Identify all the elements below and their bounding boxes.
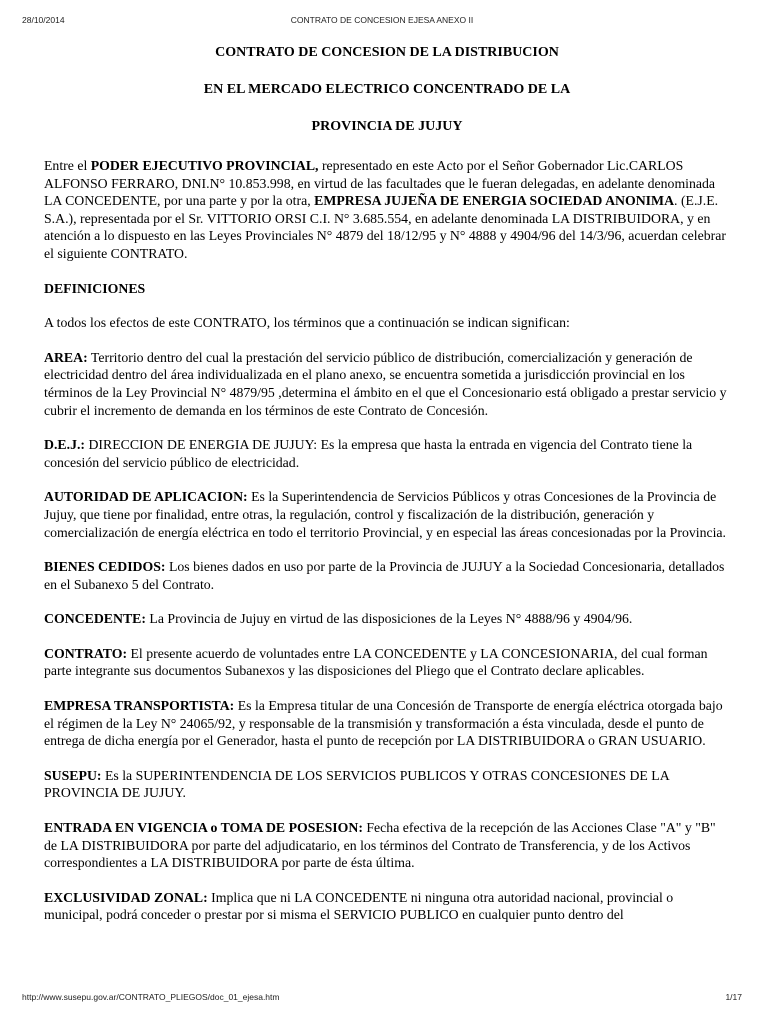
definition-exclusividad-zonal: EXCLUSIVIDAD ZONAL: Implica que ni LA CONCEDENTE ni ninguna otra autoridad nacional, provincial o municipal, podrá conceder o prestar por si misma el SERVICIO PUBLICO en cualquier punto dentro del [44, 889, 674, 923]
title-line-2: EN EL MERCADO ELECTRICO CONCENTRADO DE LA [203, 82, 571, 97]
definitions-heading: DEFINICIONES [44, 280, 146, 296]
definition-concedente: CONCEDENTE: La Provincia de Jujuy en virtud de las disposiciones de la Leyes N° 4888/96 y 4904/96. [44, 611, 633, 627]
intro-paragraph: Entre el PODER EJECUTIVO PROVINCIAL, representado en este Acto por el Señor Gobernador Lic.CARLOS ALFONSO FERRARO, DNI.N° 10.853.998, en virtud de las facultades que le fueran delegadas, en adelante denominada LA CONCEDENTE, por una parte y por la otra, EMPRESA JUJEÑA DE ENERGIA SOCIEDAD ANONIMA. (E.J.E. S.A.), representada por el Sr. VITTORIO ORSI C.I. N° 3.685.554, en adelante denominada LA DISTRIBUIDORA, y en atención a lo dispuesto en las Leyes Provinciales N° 4879 del 18/12/95 y N° 4888 y 4904/96 del 14/3/96, acuerdan celebrar el siguiente CONTRATO. [44, 158, 726, 261]
print-footer [22, 992, 742, 1004]
definition-area: AREA: Territorio dentro del cual la prestación del servicio público de distribución, comercialización y generación de electricidad dentro del área individualizada en el plano anexo, se encuentra sometida a jurisdicción provincial en los términos de la Ley Provincial N° 4879/95 ,determina el ámbito en el que el Concesionario está obligado a prestar servicio y cubrir el incremento de demanda en los términos de este Contrato de Concesión. [44, 349, 727, 418]
definition-entrada-en-vigencia: ENTRADA EN VIGENCIA o TOMA DE POSESION: Fecha efectiva de la recepción de las Acciones Clase "A" y "B" de LA DISTRIBUIDORA por parte del adjudicatario, en los términos del Contrato de Transferencia, y de los Activos correspondientes a LA DISTRIBUIDORA por parte de ésta última. [44, 820, 716, 871]
page-number: 1/17 [725, 992, 742, 1002]
definitions-intro: A todos los efectos de este CONTRATO, los términos que a continuación se indican significan: [44, 315, 570, 331]
title-line-3: PROVINCIA DE JUJUY [311, 119, 463, 134]
document-body [44, 44, 730, 924]
definition-autoridad: AUTORIDAD DE APLICACION: Es la Superintendencia de Servicios Públicos y otras Concesiones de la Provincia de Jujuy, que tiene por finalidad, entre otras, la regulación, control y fiscalización de la distribución, generación y comercialización de energía eléctrica en todo el territorio Provincial, y en especial las áreas concesionadas por la Provincia. [44, 489, 727, 540]
print-doc-title: CONTRATO DE CONCESION EJESA ANEXO II [290, 15, 474, 25]
print-header [22, 15, 742, 27]
print-url: http://www.susepu.gov.ar/CONTRATO_PLIEGOS/doc_01_ejesa.htm [22, 992, 280, 1002]
definition-dej: D.E.J.: DIRECCION DE ENERGIA DE JUJUY: Es la empresa que hasta la entrada en vigencia del Contrato tiene la concesión del servicio público de electricidad. [44, 437, 693, 470]
title-line-1: CONTRATO DE CONCESION DE LA DISTRIBUCION [215, 45, 559, 60]
definition-susepu: SUSEPU: Es la SUPERINTENDENCIA DE LOS SERVICIOS PUBLICOS Y OTRAS CONCESIONES DE LA PROVINCIA DE JUJUY. [44, 767, 669, 801]
definition-bienes-cedidos: BIENES CEDIDOS: Los bienes dados en uso por parte de la Provincia de JUJUY a la Sociedad Concesionaria, detallados en el Subanexo 5 del Contrato. [44, 559, 725, 592]
print-date: 28/10/2014 [22, 15, 65, 25]
definition-empresa-transportista: EMPRESA TRANSPORTISTA: Es la Empresa titular de una Concesión de Transporte de energía eléctrica otorgada bajo el régimen de la Ley N° 24065/92, y responsable de la transmisión y transformación a ésta vinculada, desde el punto de entrega de dicha energía por el Generador, hasta el punto de recepción por LA DISTRIBUIDORA o GRAN USUARIO. [44, 698, 723, 749]
definition-contrato: CONTRATO: El presente acuerdo de voluntades entre LA CONCEDENTE y LA CONCESIONARIA, del cual forman parte integrante sus documentos Subanexos y las disposiciones del Pliego que el Contrato declare aplicables. [44, 645, 708, 679]
